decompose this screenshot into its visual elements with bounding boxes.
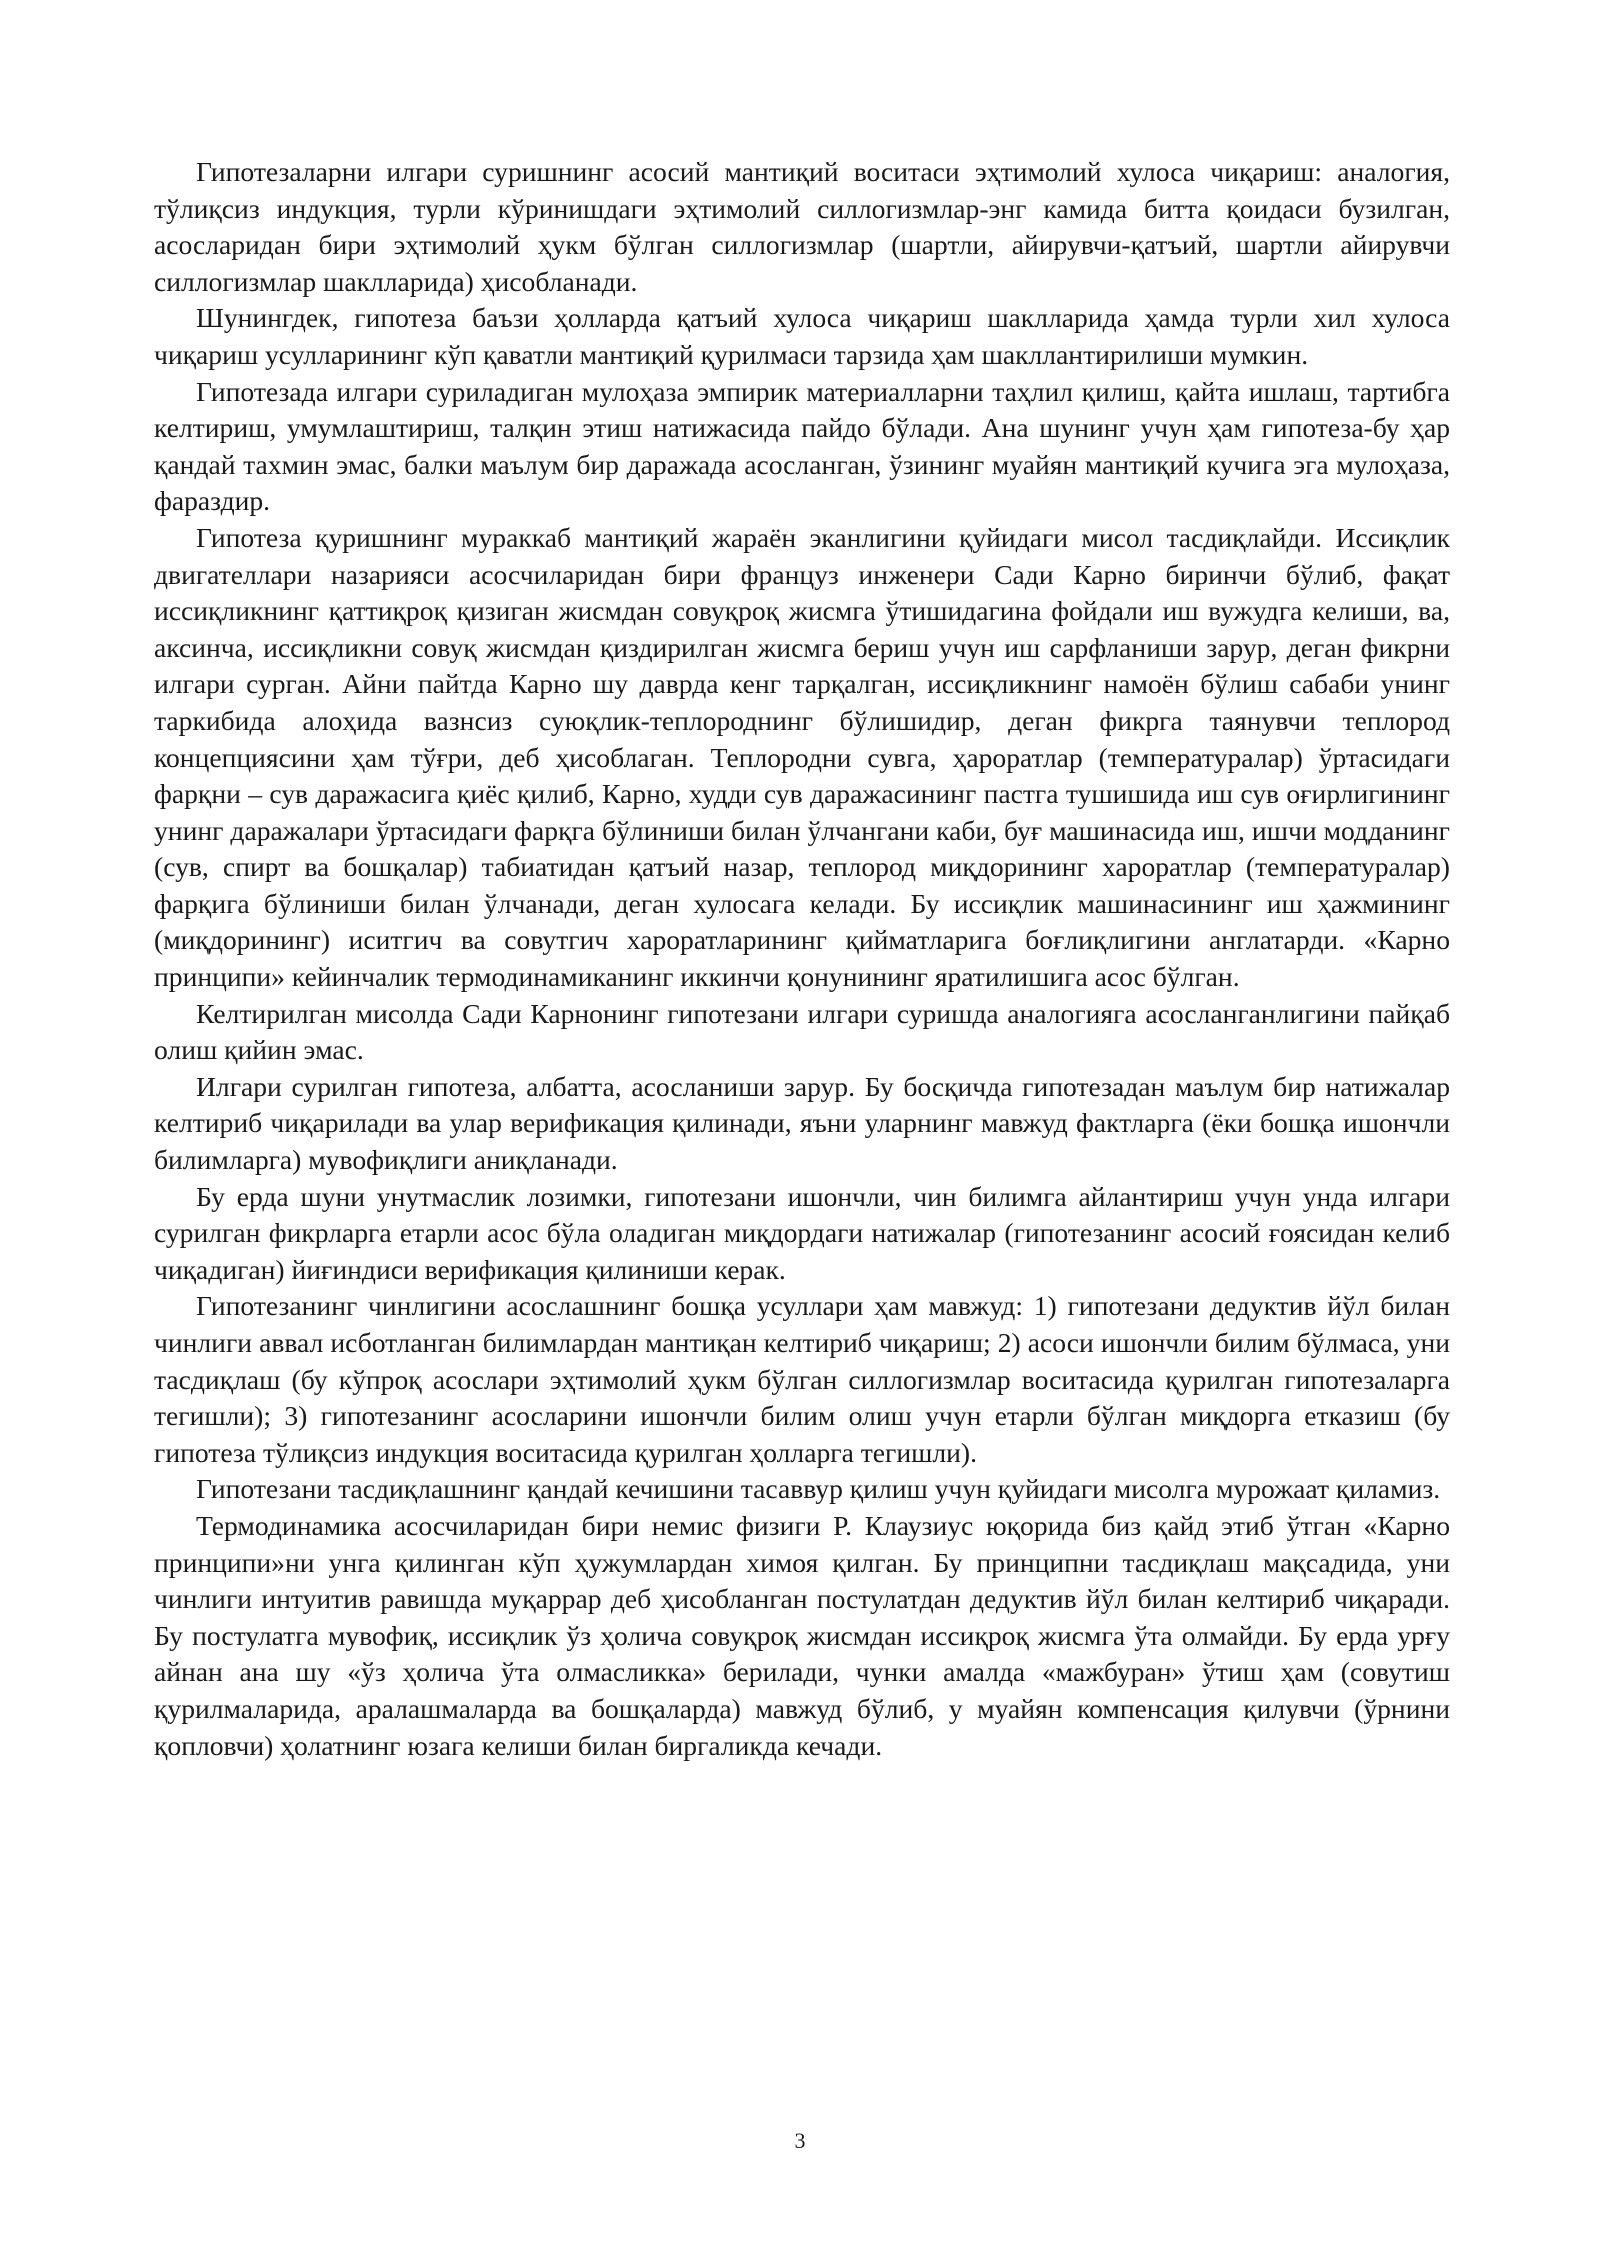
- paragraph: Термодинамика асосчиларидан бири немис физиги Р. Клаузиус юқорида биз қайд этиб ўтган «Карно принципи»ни унга қилинган кўп ҳужумлардан химоя қилган. Бу принципни тасдиқлаш мақсадида, уни чинлиги интуитив равишда муқаррар деб ҳисобланган постулатдан дедуктив йўл билан келтириб чиқаради. Бу постулатга мувофиқ, иссиқлик ўз ҳолича совуқроқ жисмдан иссиқроқ жисмга ўта олмайди. Бу ерда урғу айнан ана шу «ўз ҳолича ўта олмасликка» берилади, чунки амалда «мажбуран» ўтиш ҳам (совутиш қурилмаларида, аралашмаларда ва бошқаларда) мавжуд бўлиб, у муайян компенсация қилувчи (ўрнини қопловчи) ҳолатнинг юзага келиши билан биргаликда кечади.: [154, 1509, 1450, 1761]
- paragraph: Гипотезаларни илгари суришнинг асосий мантиқий воситаси эҳтимолий хулоса чиқариш: аналогия, тўлиқсиз индукция, турли кўринишдаги эҳтимолий силлогизмлар-энг камида битта қоидаси бузилган, асосларидан бири эҳтимолий ҳукм бўлган силлогизмлар (шартли, айирувчи-қатъий, шартли айирувчи силлогизмлар шаклларида) ҳисобланади.: [154, 156, 1450, 297]
- page-number: 3: [794, 2128, 806, 2153]
- paragraph: Келтирилган мисолда Сади Карнонинг гипотезани илгари суришда аналогияга асосланганлигини пайқаб олиш қийин эмас.: [154, 997, 1450, 1066]
- paragraph: Гипотезани тасдиқлашнинг қандай кечишини тасаввур қилиш учун қуйидаги мисолга мурожаат қиламиз.: [196, 1473, 1441, 1505]
- paragraph: Гипотезанинг чинлигини асослашнинг бошқа усуллари ҳам мавжуд: 1) гипотезани дедуктив йўл билан чинлиги аввал исботланган билимлардан мантиқан келтириб чиқариш; 2) асоси ишончли билим бўлмаса, уни тасдиқлаш (бу кўпроқ асослари эҳтимолий ҳукм бўлган силлогизмлар воситасида қурилган гипотезаларга тегишли); 3) гипотезанинг асосларини ишончли билим олиш учун етарли бўлган миқдорга етказиш (бу гипотеза тўлиқсиз индукция воситасида қурилган ҳолларга тегишли).: [154, 1290, 1450, 1468]
- document-body: [154, 154, 1450, 1764]
- paragraph: Гипотезада илгари суриладиган мулоҳаза эмпирик материалларни таҳлил қилиш, қайта ишлаш, тартибга келтириш, умумлаштириш, талқин этиш натижасида пайдо бўлади. Ана шунинг учун ҳам гипотеза-бу ҳар қандай тахмин эмас, балки маълум бир даражада асосланган, ўзининг муайян мантиқий кучига эга мулоҳаза, фараздир.: [154, 375, 1450, 517]
- paragraph: Гипотеза қуришнинг мураккаб мантиқий жараён эканлигини қуйидаги мисол тасдиқлайди. Иссиқлик двигателлари назарияси асосчиларидан бири француз инженери Сади Карно биринчи бўлиб, фақат иссиқликнинг қаттиқроқ қизиган жисмдан совуқроқ жисмга ўтишидагина фойдали иш вужудга келиши, ва, аксинча, иссиқликни совуқ жисмдан қиздирилган жисмга бериш учун иш сарфланиши зарур, деган фикрни илгари сурган. Айни пайтда Карно шу даврда кенг тарқалган, иссиқликнинг намоён бўлиш сабаби унинг таркибида алоҳида вазнсиз суюқлик-теплороднинг бўлишидир, деган фикрга таянувчи теплород концепциясини ҳам тўғри, деб ҳисоблаган. Теплородни сувга, ҳароратлар (температуралар) ўртасидаги фарқни – сув даражасига қиёс қилиб, Карно, худди сув даражасининг пастга тушишида иш сув оғирлигининг унинг даражалари ўртасидаги фарқга бўлиниши билан ўлчангани каби, буғ машинасида иш, ишчи модданинг (сув, спирт ва бошқалар) табиатидан қатъий назар, теплород миқдорининг хароратлар (температуралар) фарқига бўлиниши билан ўлчанади, деган хулосага келади. Бу иссиқлик машинасининг иш ҳажмининг (миқдорининг) иситгич ва совутгич хароратларининг қийматларига боғлиқлигини англатарди. «Карно принципи» кейинчалик термодинамиканинг иккинчи қонунининг яратилишига асос бўлган.: [154, 521, 1450, 993]
- paragraph: Илгари сурилган гипотеза, албатта, асосланиши зарур. Бу босқичда гипотезадан маълум бир натижалар келтириб чиқарилади ва улар верификация қилинади, яъни уларнинг мавжуд фактларга (ёки бошқа ишончли билимларга) мувофиқлиги аниқланади.: [154, 1070, 1450, 1176]
- paragraph: Бу ерда шуни унутмаслик лозимки, гипотезани ишончли, чин билимга айлантириш учун унда илгари сурилган фикрларга етарли асос бўла оладиган миқдордаги натижалар (гипотезанинг асосий ғоясидан келиб чиқадиган) йиғиндиси верификация қилиниши керак.: [154, 1180, 1450, 1285]
- paragraph: Шунингдек, гипотеза баъзи ҳолларда қатъий хулоса чиқариш шаклларида ҳамда турли хил хулоса чиқариш усулларининг кўп қаватли мантиқий қурилмаси тарзида ҳам шакллантирилиши мумкин.: [154, 302, 1450, 370]
